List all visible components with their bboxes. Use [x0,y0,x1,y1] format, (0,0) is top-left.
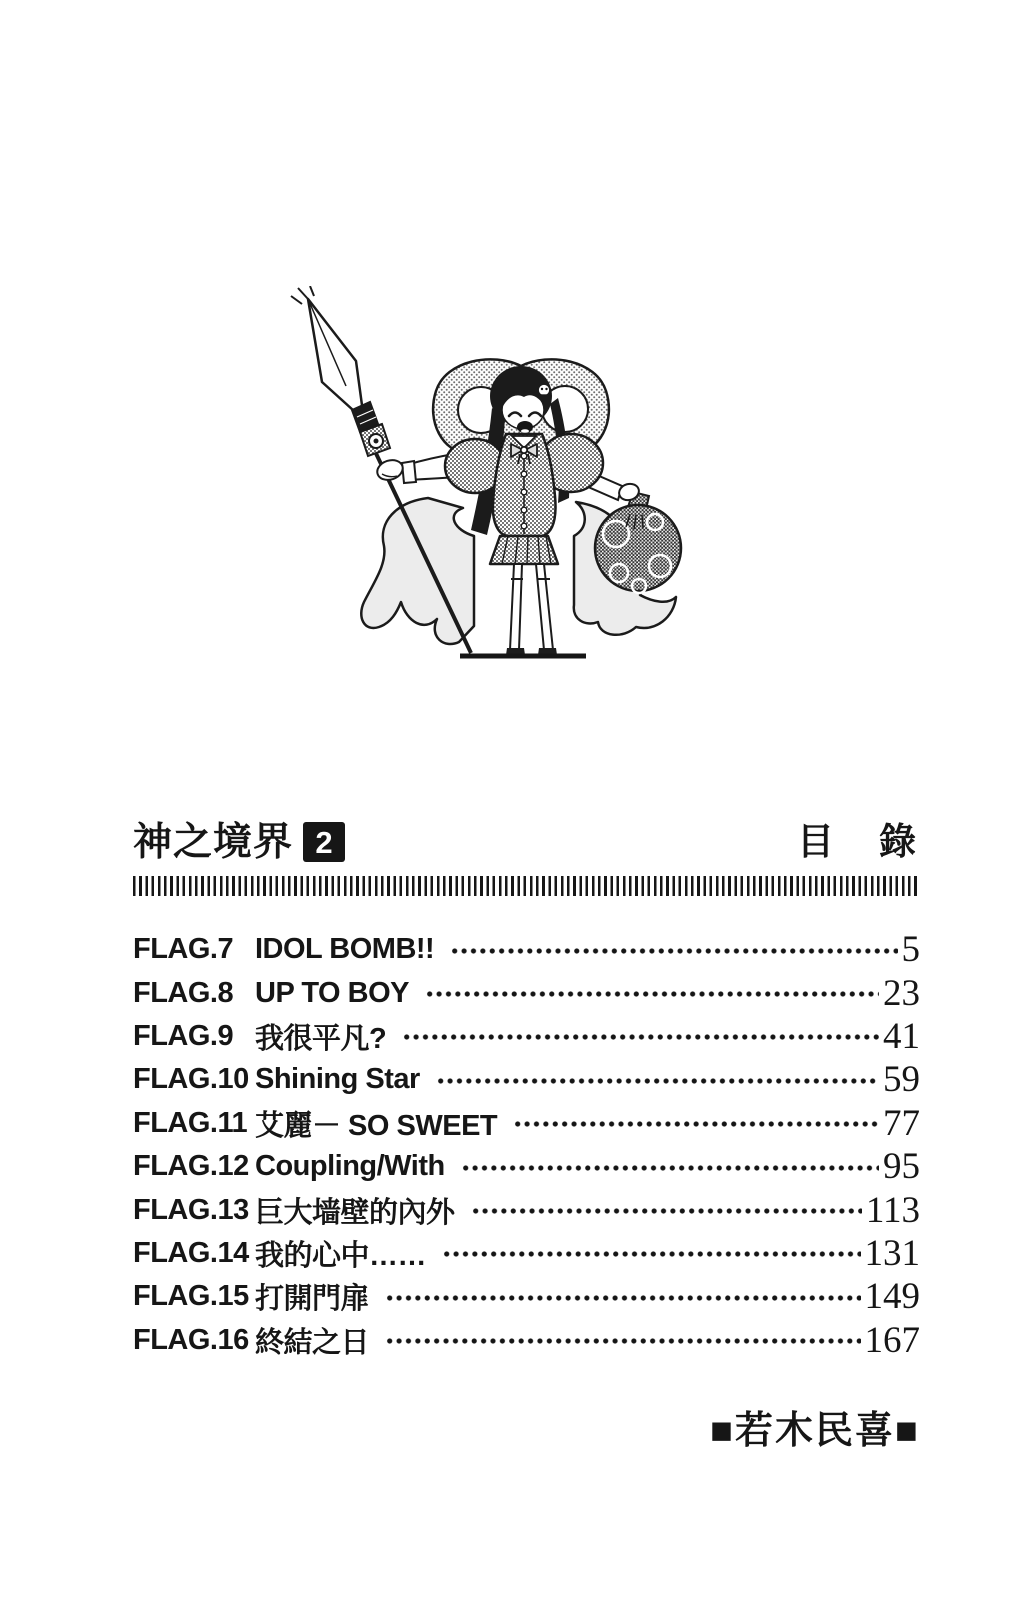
toc-entry-flag: FLAG.13 [133,1193,249,1226]
toc-entry-flag: FLAG.7 [133,933,234,966]
toc-entry [133,1015,920,1058]
dot-leader [471,1206,862,1216]
toc-entry-title: 打開門扉 [255,1283,370,1316]
toc-entry-flag: FLAG.12 [133,1150,249,1183]
mascot-illustration-svg [278,286,702,668]
toc-entry-flag: FLAG.9 [133,1019,234,1052]
toc-entry-page: 113 [865,1189,920,1231]
dot-leader [385,1336,860,1346]
toc-entry-title: 艾麗－ SO SWEET [255,1109,498,1142]
toc-entry-page: 5 [901,929,920,971]
toc-heading: 目 錄 [797,821,920,862]
toc-entry-page: 59 [883,1059,920,1101]
toc-entry-flag: FLAG.15 [133,1280,249,1313]
toc-entry [133,1275,920,1318]
volume-badge: 2 [303,822,345,862]
dot-leader [461,1163,879,1173]
toc-entry-title: Coupling/With [255,1150,445,1183]
toc-list [133,928,920,1362]
toc-entry-page: 167 [864,1319,920,1361]
toc-entry-page: 23 [883,972,920,1014]
skull-hairpin-icon [538,384,550,396]
toc-entry-page: 149 [864,1276,920,1318]
toc-entry [133,1058,920,1101]
dot-leader [450,946,897,956]
toc-entry [133,971,920,1014]
dot-leader [436,1076,879,1086]
toc-entry-flag: FLAG.11 [133,1106,248,1139]
dot-leader [425,989,879,999]
toc-entry-title: Shining Star [255,1063,420,1096]
toc-entry-title: 巨大墙壁的內外 [255,1196,455,1229]
toc-entry-title: 終結之日 [255,1326,370,1359]
dot-leader [385,1293,860,1303]
toc-entry-page: 131 [864,1232,920,1274]
toc-entry-flag: FLAG.10 [133,1063,249,1096]
dot-leader [402,1032,879,1042]
toc-entry-title: 我很平凡? [255,1022,387,1055]
series-title-group [133,822,345,862]
toc-entry [133,1232,920,1275]
toc-entry-flag: FLAG.16 [133,1323,249,1356]
toc-entry-page: 41 [883,1015,920,1057]
polka-dot-bag [595,482,681,593]
toc-entry-title: UP TO BOY [255,976,409,1009]
toc-entry [133,1102,920,1145]
page-header [133,806,920,862]
toc-entry [133,1145,920,1188]
author-credit: ■若木民喜■ [710,1410,920,1452]
toc-entry-flag: FLAG.8 [133,976,234,1009]
series-title: 神之境界 [133,820,294,864]
toc-entry-page: 95 [883,1146,920,1188]
toc-entry [133,1188,920,1231]
toc-entry [133,928,920,971]
dot-leader [513,1119,879,1129]
toc-entry-flag: FLAG.14 [133,1236,249,1269]
divider-bars [133,876,920,896]
toc-entry [133,1319,920,1362]
toc-entry-title: 我的心中…… [255,1239,427,1272]
toc-entry-page: 77 [883,1102,920,1144]
dot-leader [442,1249,860,1259]
mascot-illustration [278,286,702,668]
toc-entry-title: IDOL BOMB!! [255,933,435,966]
